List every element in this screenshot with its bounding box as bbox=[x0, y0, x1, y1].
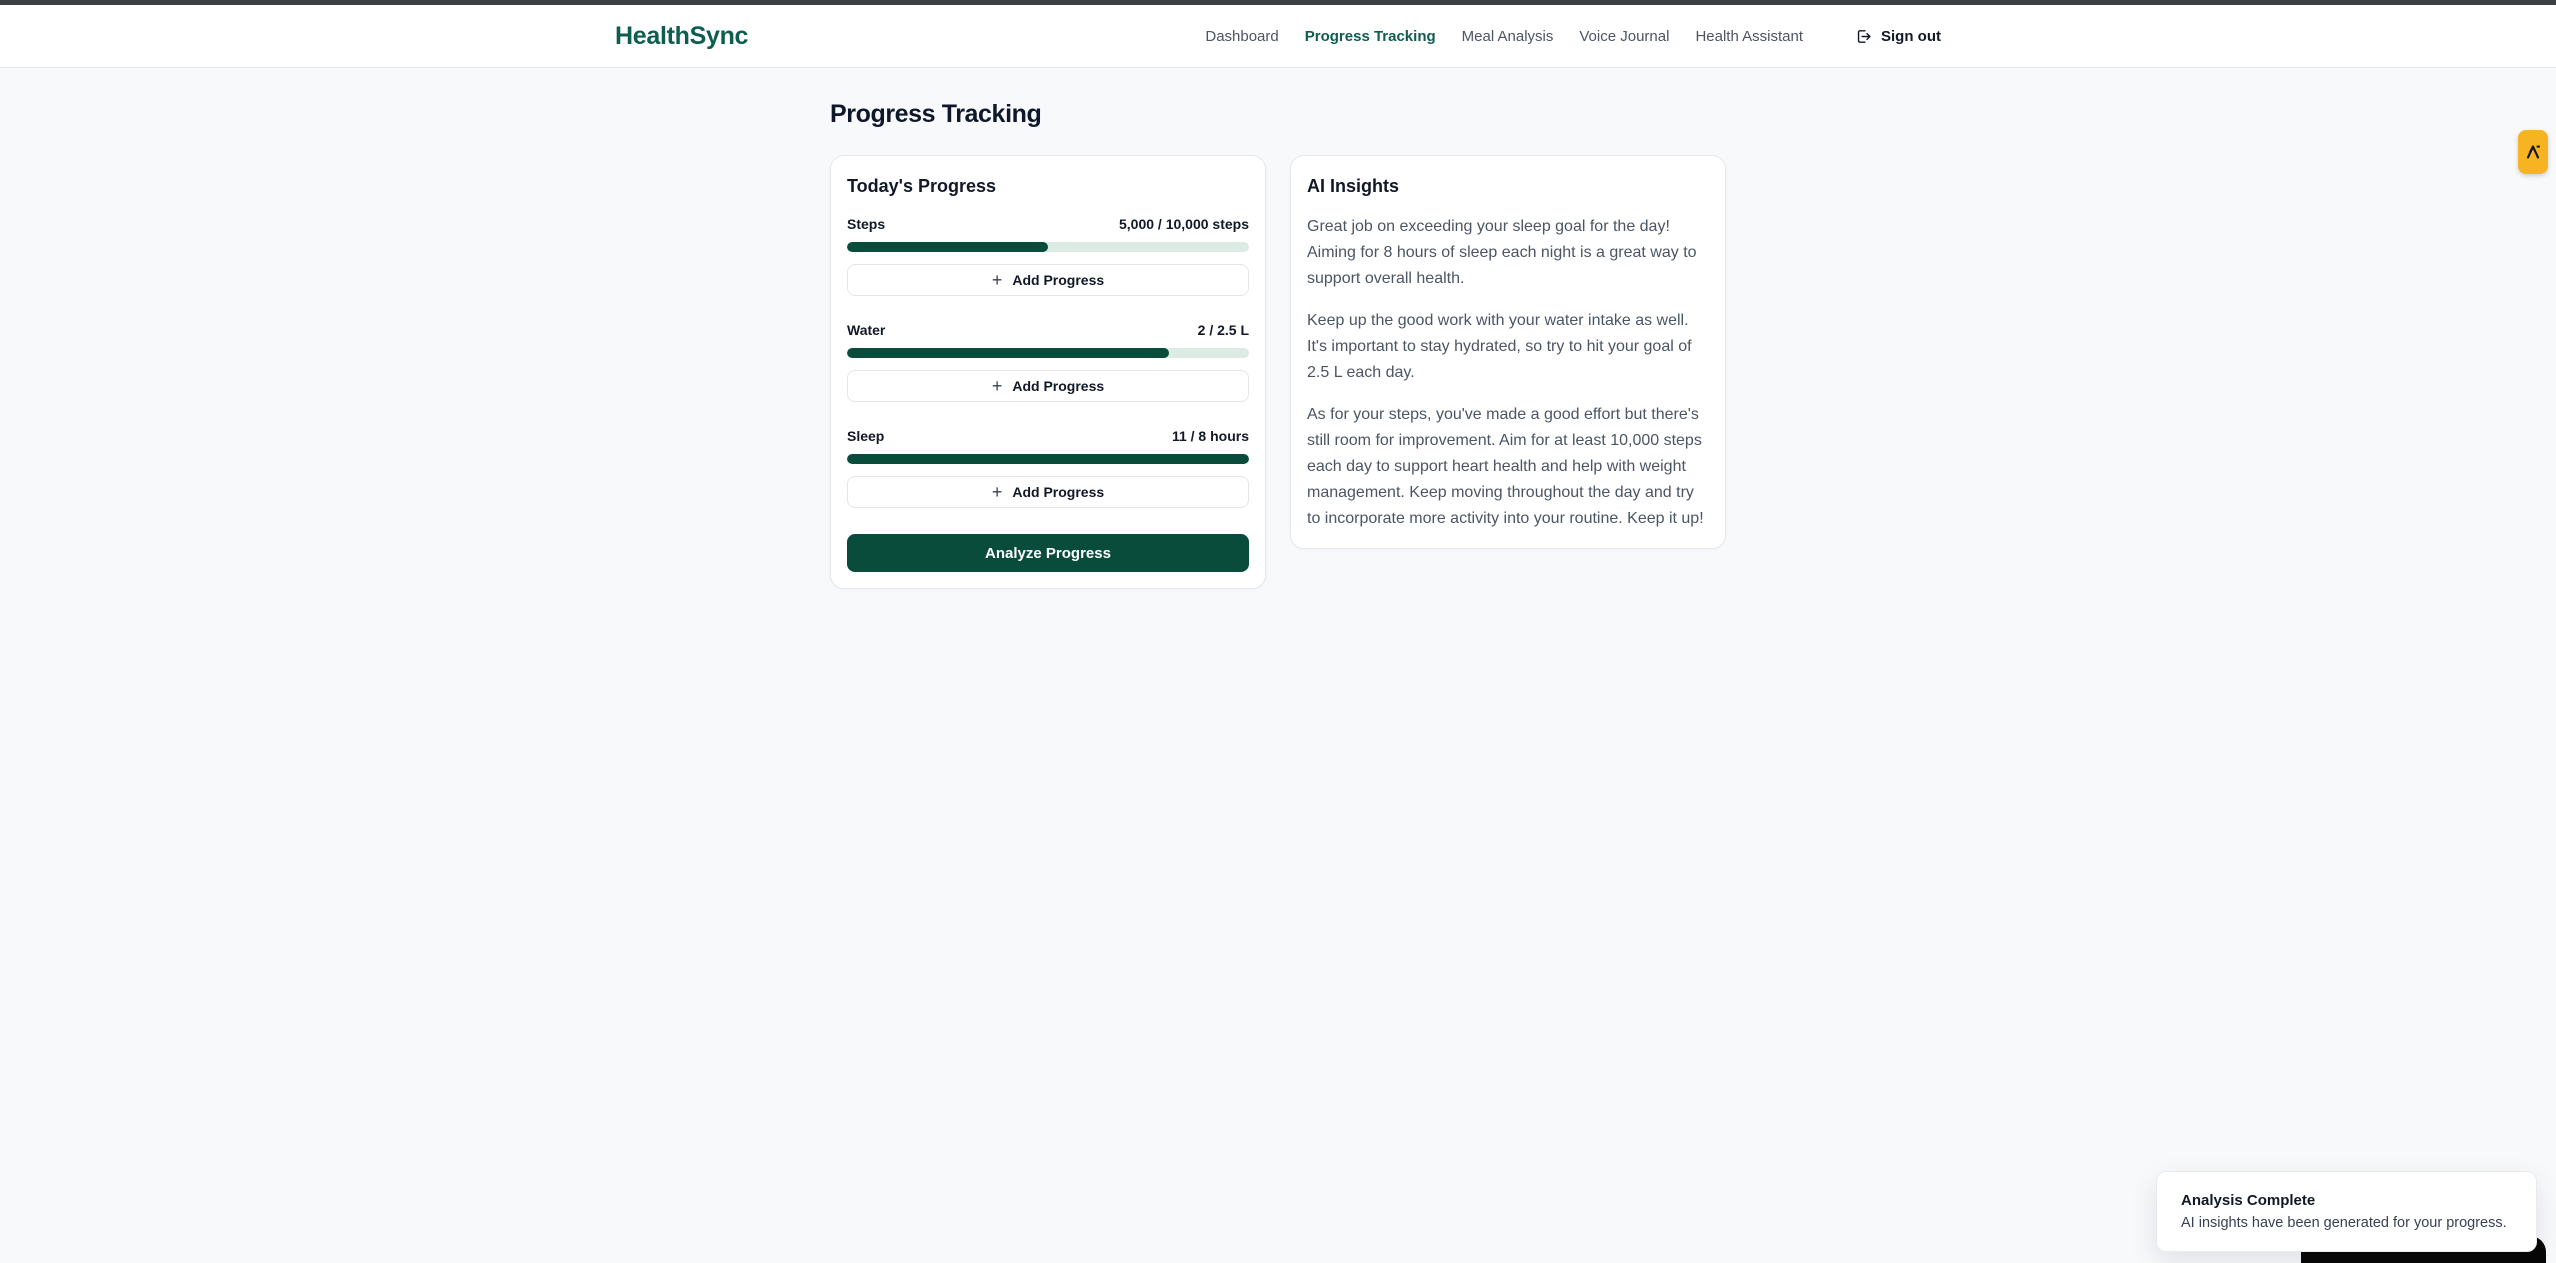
nav-meal-analysis[interactable]: Meal Analysis bbox=[1461, 27, 1554, 45]
steps-progress-bar bbox=[847, 242, 1249, 252]
progress-card-title: Today's Progress bbox=[847, 176, 997, 196]
insight-paragraph: Great job on exceeding your sleep goal for the day! Aiming for 8 hours of sleep each night is a great way to support overall health. bbox=[1307, 218, 1697, 287]
todays-progress-card bbox=[830, 155, 1266, 589]
metric-steps bbox=[847, 216, 1249, 296]
insight-paragraph: Keep up the good work with your water intake as well. It's important to stay hydrated, so try to hit your goal of 2.5 L each day. bbox=[1307, 312, 1692, 381]
metric-label: Steps bbox=[847, 216, 886, 232]
main-content bbox=[830, 68, 1726, 589]
main-nav bbox=[1205, 28, 1941, 45]
plus-icon: + bbox=[991, 482, 1003, 502]
metric-water bbox=[847, 322, 1249, 402]
lambda-icon bbox=[2523, 142, 2543, 162]
sign-out-button[interactable] bbox=[1855, 28, 1941, 45]
metric-label: Water bbox=[847, 322, 886, 338]
logout-icon bbox=[1855, 28, 1872, 45]
plus-icon: + bbox=[991, 376, 1003, 396]
brand-logo[interactable]: HealthSync bbox=[615, 21, 749, 50]
metric-label: Sleep bbox=[847, 428, 885, 444]
ai-insights-card bbox=[1290, 155, 1726, 549]
insight-paragraph: As for your steps, you've made a good effort but there's still room for improvement. Aim for at least 10,000 steps each day to support heart health and help with weight management. Keep moving throughout the day and try to incorporate more activity into your routine. Keep it up! bbox=[1307, 406, 1704, 527]
toast-title: Analysis Complete bbox=[2181, 1192, 2316, 1209]
plus-icon: + bbox=[991, 270, 1003, 290]
side-widget-button[interactable] bbox=[2518, 130, 2548, 174]
add-progress-water-button[interactable]: + Add Progress bbox=[847, 370, 1249, 402]
nav-progress-tracking[interactable]: Progress Tracking bbox=[1304, 27, 1436, 45]
app-header bbox=[0, 5, 2556, 68]
nav-voice-journal[interactable]: Voice Journal bbox=[1579, 27, 1670, 45]
add-progress-sleep-button[interactable]: + Add Progress bbox=[847, 476, 1249, 508]
insights-card-title: AI Insights bbox=[1307, 176, 1400, 196]
metric-value: 2 / 2.5 L bbox=[1197, 322, 1249, 338]
sleep-progress-bar bbox=[847, 454, 1249, 464]
toast-notification[interactable] bbox=[2156, 1171, 2537, 1252]
sign-out-label: Sign out bbox=[1881, 27, 1941, 45]
metric-value: 11 / 8 hours bbox=[1171, 428, 1249, 444]
water-progress-bar bbox=[847, 348, 1249, 358]
sleep-progress-fill bbox=[847, 454, 1249, 464]
add-progress-steps-button[interactable]: + Add Progress bbox=[847, 264, 1249, 296]
toast-message: AI insights have been generated for your progress. bbox=[2181, 1215, 2507, 1231]
page-title: Progress Tracking bbox=[830, 100, 1042, 128]
water-progress-fill bbox=[847, 348, 1169, 358]
nav-health-assistant[interactable]: Health Assistant bbox=[1695, 27, 1803, 45]
nav-dashboard[interactable]: Dashboard bbox=[1205, 27, 1279, 45]
metric-value: 5,000 / 10,000 steps bbox=[1119, 216, 1249, 232]
steps-progress-fill bbox=[847, 242, 1048, 252]
analyze-progress-button[interactable]: Analyze Progress bbox=[847, 534, 1249, 572]
metric-sleep bbox=[847, 428, 1249, 508]
